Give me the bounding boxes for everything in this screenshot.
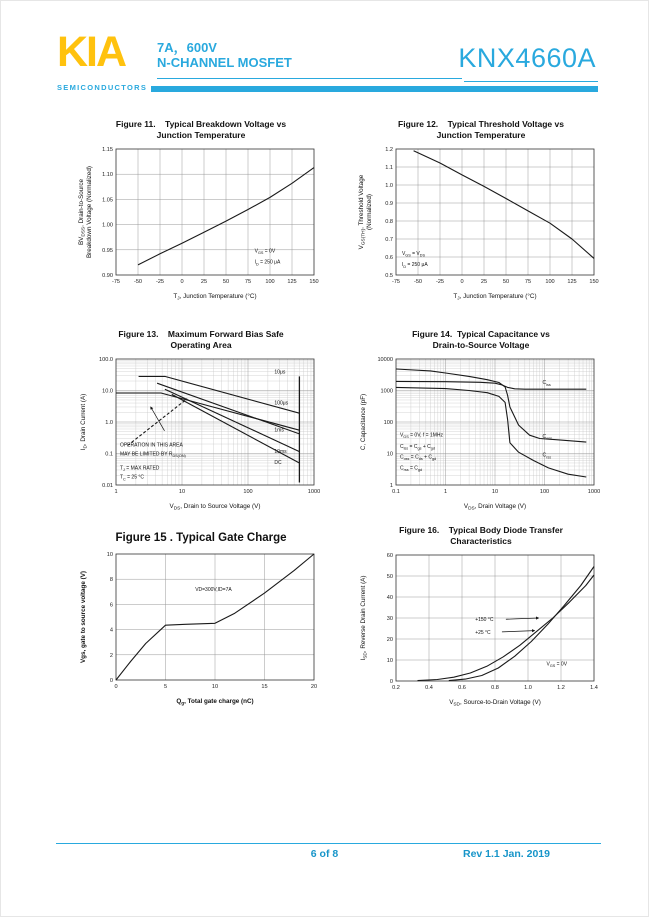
header-rule-thin-left [157, 78, 462, 79]
svg-text:1ms: 1ms [274, 427, 284, 434]
footer-rule [56, 843, 601, 844]
svg-text:Vgs, gate to source voltage (V: Vgs, gate to source voltage (V) [80, 571, 87, 664]
svg-text:1.0: 1.0 [105, 420, 113, 427]
figure-title-line2: Operating Area [170, 339, 232, 350]
svg-text:100μs: 100μs [274, 400, 289, 407]
svg-text:1.0: 1.0 [385, 183, 393, 190]
svg-text:0.90: 0.90 [102, 273, 113, 280]
svg-text:10: 10 [491, 489, 499, 496]
svg-text:6: 6 [109, 602, 113, 609]
figure-title-line2: Characteristics [450, 535, 512, 546]
figure-title-line2: Drain-to-Source Voltage [432, 339, 530, 350]
svg-text:+150 °C: +150 °C [475, 617, 494, 624]
svg-text:100: 100 [383, 420, 393, 427]
svg-text:10: 10 [106, 552, 113, 559]
svg-text:DC: DC [274, 460, 282, 467]
svg-text:-25: -25 [155, 279, 165, 286]
svg-text:1.15: 1.15 [102, 147, 113, 154]
svg-text:25: 25 [480, 279, 488, 286]
svg-text:ID = 250 μA: $I_D = 250$ μA [254, 259, 281, 267]
svg-text:0.1: 0.1 [105, 451, 113, 458]
svg-text:10000: 10000 [377, 357, 393, 364]
svg-text:-25: -25 [435, 279, 445, 286]
svg-text:ID = 250 μA: $I_D = 250$ μA [401, 262, 428, 270]
svg-text:0: 0 [389, 679, 393, 686]
figure-title-line1: Figure 13. Maximum Forward Bias Safe [118, 329, 284, 339]
svg-text:8: 8 [109, 577, 113, 584]
svg-text:0: 0 [109, 678, 113, 685]
svg-text:10: 10 [211, 684, 219, 691]
svg-text:BVDSS, Drain-to-Source: $BV_{DSS}$, Drain-to-Source [78, 179, 87, 246]
svg-text:0.01: 0.01 [102, 483, 113, 490]
svg-text:Coss = Cds + Cgd: $C_{oss} = C_{ds} + C_{gd}$ [399, 454, 437, 462]
svg-text:VGS = 0V: $V_{GS} = 0V$ [254, 248, 276, 256]
svg-text:10ms: 10ms [274, 449, 287, 456]
svg-text:TC = 25 °C: $T_C = 25$ °C [119, 474, 145, 482]
figure-title [353, 329, 609, 350]
svg-text:1.10: 1.10 [102, 172, 113, 179]
svg-text:Qg, Total gate charge (nC): $Q_g$, Total gate charge (nC) [176, 698, 254, 707]
svg-text:20: 20 [386, 637, 393, 644]
svg-text:0.6: 0.6 [458, 685, 466, 692]
svg-text:VGS(TH), Threshold Voltage: $V_{GS(TH)}$, Threshold Voltage [358, 174, 367, 250]
svg-text:0.4: 0.4 [425, 685, 433, 692]
svg-text:0.2: 0.2 [392, 685, 400, 692]
svg-text:50: 50 [222, 279, 230, 286]
svg-text:0.6: 0.6 [385, 255, 393, 262]
device-rating: 7A，600V [157, 40, 217, 55]
svg-text:100: 100 [265, 279, 275, 286]
svg-text:VGS = VDS: $V_{GS} = V_{DS}$ [401, 251, 425, 258]
svg-text:1.0: 1.0 [524, 685, 532, 692]
figure-13-safe-operating-area [73, 329, 329, 513]
svg-text:Breakdown Voltage (Normalized): Breakdown Voltage (Normalized) [86, 166, 93, 259]
svg-text:100: 100 [539, 489, 550, 496]
svg-text:VGS = 0V, f = 1MHz: $V_{GS} = 0V$, f = 1MHz [399, 432, 444, 440]
figure-12-threshold-voltage [353, 119, 609, 303]
svg-text:C, Capacitance (pF): C, Capacitance (pF) [360, 394, 367, 451]
svg-text:150: 150 [589, 279, 599, 286]
svg-text:0.95: 0.95 [102, 248, 113, 255]
svg-text:75: 75 [524, 279, 532, 286]
figure-15-gate-charge [73, 531, 329, 708]
figure-14-capacitance [353, 329, 609, 513]
svg-text:0.5: 0.5 [385, 273, 393, 280]
svg-text:1.1: 1.1 [385, 165, 393, 172]
svg-text:OPERATION IN THIS AREA: OPERATION IN THIS AREA [119, 442, 183, 449]
svg-text:10: 10 [178, 489, 186, 496]
svg-text:0: 0 [460, 279, 464, 286]
svg-text:Ciss = Cgs + Cgd: $C_{iss} = C_{gs} + C_{gd}$ [399, 444, 435, 451]
header-rule-thin-right [464, 81, 598, 82]
svg-text:+25 °C: +25 °C [475, 630, 491, 636]
logo-subtitle: SEMICONDUCTORS [57, 83, 148, 92]
svg-text:1.4: 1.4 [590, 685, 598, 692]
figure-title [353, 525, 609, 546]
svg-text:-75: -75 [391, 279, 401, 286]
svg-text:100: 100 [243, 489, 253, 496]
svg-text:TJ, Junction Temperature (°C): $T_J$, Junction Temperature (°C) [173, 293, 257, 302]
figure-16-body-diode [353, 525, 609, 709]
svg-text:ID, Drain Current (A): $I_D$, Drain Current (A) [80, 393, 89, 451]
chart-breakdown-voltage [76, 143, 326, 303]
svg-text:-50: -50 [133, 279, 143, 286]
svg-text:TJ, Junction Temperature (°C): $T_J$, Junction Temperature (°C) [453, 293, 537, 302]
device-type: N-CHANNEL MOSFET [157, 55, 292, 70]
svg-text:5: 5 [163, 684, 168, 691]
svg-text:1000: 1000 [587, 489, 601, 496]
svg-text:0: 0 [180, 279, 184, 286]
svg-text:75: 75 [244, 279, 252, 286]
figure-title-line1: Figure 12. Typical Threshold Voltage vs [398, 119, 564, 129]
svg-text:10: 10 [386, 451, 393, 458]
svg-text:60: 60 [386, 553, 393, 560]
part-number: KNX4660A [458, 43, 596, 73]
page-number: 6 of 8 [310, 848, 339, 860]
figure-title [353, 119, 609, 140]
svg-text:40: 40 [386, 595, 393, 602]
figure-title-line1: Figure 16. Typical Body Diode Transfer [399, 525, 563, 535]
svg-text:-75: -75 [111, 279, 121, 286]
svg-text:15: 15 [261, 684, 268, 691]
svg-text:VDS, Drain to Source Voltage (: $V_{DS}$, Drain to Source Voltage (V) [169, 503, 261, 512]
svg-text:2: 2 [109, 653, 113, 660]
svg-text:10: 10 [386, 658, 393, 665]
svg-text:30: 30 [386, 616, 393, 623]
svg-text:VGS = 0V: $V_{GS} = 0V$ [546, 661, 568, 669]
svg-text:100.0: 100.0 [99, 357, 113, 364]
svg-text:0.8: 0.8 [385, 219, 393, 226]
svg-text:0.8: 0.8 [491, 685, 499, 692]
svg-text:1.2: 1.2 [385, 147, 393, 154]
svg-text:1: 1 [114, 489, 118, 496]
figure-title [73, 329, 329, 350]
chart-gate-charge [76, 548, 326, 708]
svg-text:125: 125 [287, 279, 297, 286]
svg-text:1000: 1000 [307, 489, 321, 496]
svg-text:50: 50 [502, 279, 510, 286]
figure-title-line2: Junction Temperature [436, 129, 526, 140]
svg-text:Crss = Cgd: $C_{rss} = C_{gd}$ [399, 465, 423, 473]
figure-title [73, 119, 329, 140]
figure-11-breakdown-voltage [73, 119, 329, 303]
svg-text:1.2: 1.2 [557, 685, 565, 692]
svg-text:Crss: $C_{rss}$ [542, 452, 552, 460]
svg-text:150: 150 [309, 279, 319, 286]
figure-title-line1: Figure 14. Typical Capacitance vs [412, 329, 550, 339]
svg-text:VDS, Drain Voltage (V): $V_{DS}$, Drain Voltage (V) [463, 503, 527, 512]
svg-text:VD=300V,ID=7A: VD=300V,ID=7A [195, 587, 232, 594]
figure-title-line1: Figure 15 . Typical Gate Charge [115, 532, 287, 544]
svg-text:10.0: 10.0 [102, 388, 113, 395]
svg-text:25: 25 [200, 279, 208, 286]
svg-text:125: 125 [567, 279, 577, 286]
svg-text:Ciss: $C_{iss}$ [542, 380, 551, 388]
figure-title-line2: Junction Temperature [156, 129, 246, 140]
svg-text:100: 100 [545, 279, 555, 286]
figure-title-line1: Figure 11. Typical Breakdown Voltage vs [115, 119, 287, 129]
svg-text:20: 20 [310, 684, 318, 691]
svg-text:1: 1 [443, 489, 448, 496]
kia-logo: KIA [57, 28, 126, 76]
svg-text:1.00: 1.00 [102, 222, 113, 229]
chart-capacitance [356, 353, 606, 513]
svg-text:ISD, Reverse Drain Current (A): $I_{SD}$, Reverse Drain Current (A) [360, 575, 369, 661]
svg-text:Coss: $C_{oss}$ [542, 434, 552, 441]
svg-text:MAY BE LIMITED BY RDS(ON): MAY BE LIMITED BY $R_{DS(ON)}$ [119, 451, 186, 459]
svg-text:0.7: 0.7 [385, 237, 393, 244]
svg-text:0.1: 0.1 [392, 489, 400, 496]
svg-text:4: 4 [109, 627, 113, 634]
svg-text:0: 0 [114, 684, 118, 691]
revision-label: Rev 1.1 Jan. 2019 [463, 848, 550, 860]
svg-text:(Normalized): (Normalized) [366, 194, 373, 231]
header-rule-thick [151, 86, 598, 92]
svg-text:10μs: 10μs [274, 369, 286, 376]
chart-body-diode [356, 549, 606, 709]
svg-text:VSD, Source-to-Drain Voltage (: $V_{SD}$, Source-to-Drain Voltage (V) [449, 699, 541, 708]
figure-title [73, 531, 329, 545]
svg-text:0.9: 0.9 [385, 201, 393, 208]
svg-text:TJ = MAX RATED: $T_J$ = MAX RATED [119, 465, 160, 473]
svg-text:1000: 1000 [380, 388, 393, 395]
svg-text:1.05: 1.05 [102, 197, 113, 204]
svg-text:-50: -50 [413, 279, 423, 286]
svg-text:1: 1 [389, 483, 393, 490]
chart-threshold-voltage [356, 143, 606, 303]
chart-safe-operating-area [76, 353, 326, 513]
svg-text:50: 50 [386, 574, 393, 581]
